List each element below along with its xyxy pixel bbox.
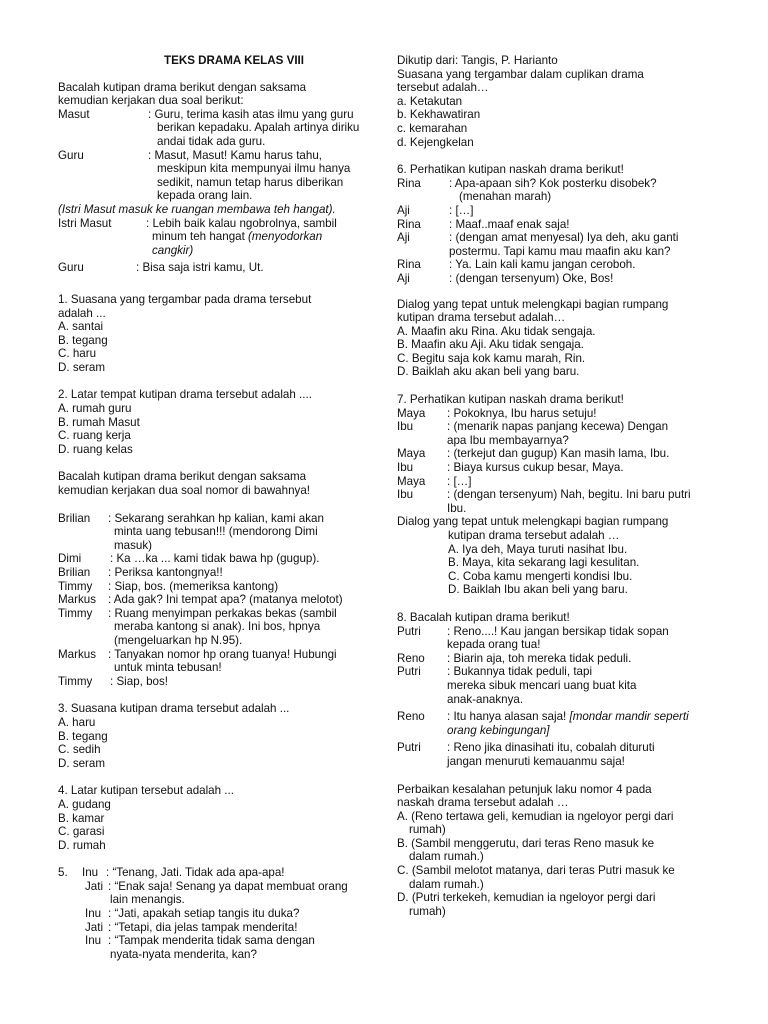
dialog-text: : “Jati, apakah setiap tangis itu duka?: [108, 907, 300, 921]
option[interactable]: C. Coba kamu mengerti kondisi Ibu.: [448, 569, 633, 583]
dialog-text: nyata-nyata menderita, kan?: [110, 947, 257, 961]
dialog-line: [397, 665, 717, 706]
speaker: Timmy: [58, 674, 93, 688]
dialog-text: : Reno....! Kau jangan bersikap tidak sopan: [447, 624, 669, 638]
option-text: rumah): [409, 904, 446, 918]
speaker: Guru: [58, 261, 84, 275]
dialog-line: [397, 652, 717, 666]
dialog-line: [58, 566, 370, 580]
speaker: Ibu: [397, 488, 414, 502]
option[interactable]: a. Ketakutan: [397, 94, 463, 108]
question-stem: 2. Latar tempat kutipan drama tersebut adalah ....: [58, 388, 312, 402]
dialog-text: : Siap, bos. (memeriksa kantong): [108, 579, 279, 593]
option[interactable]: [397, 810, 717, 837]
speaker: Putri: [397, 665, 421, 679]
question-7: [397, 393, 717, 597]
speaker: Inu: [82, 866, 99, 880]
dialog-text: untuk minta tebusan!: [114, 661, 222, 675]
dialog-line: [58, 512, 370, 553]
speaker: Maya: [397, 406, 426, 420]
option[interactable]: C. haru: [58, 347, 97, 361]
dialog-line: [397, 461, 717, 475]
question-stem: tersebut adalah…: [397, 81, 489, 95]
dialog-text: meskipun kita mempunyai ilmu hanya: [157, 162, 351, 176]
dialog-line: [58, 580, 370, 594]
speaker: Rina: [397, 217, 421, 231]
question-stem: kutipan drama tersebut adalah …: [448, 529, 620, 542]
dialog-text: : Biaya kursus cukup besar, Maya.: [447, 461, 624, 475]
speaker: Markus: [58, 593, 97, 607]
option[interactable]: B. Maya, kita sekarang lagi kesulitan.: [448, 556, 640, 570]
dialog-line: [58, 921, 370, 935]
stage-direction: cangkir): [152, 243, 194, 257]
dialog-text: apa Ibu membayarnya?: [447, 433, 569, 447]
option[interactable]: C. sedih: [58, 743, 101, 757]
dialog-text: Ibu.: [447, 501, 467, 515]
speaker: Brilian: [58, 511, 91, 525]
dialog-text: : “Enak saja! Senang ya dapat membuat orang: [108, 879, 348, 893]
option-text: dalam rumah.): [409, 877, 484, 891]
option[interactable]: B. kamar: [58, 811, 105, 825]
dialog-text: [447, 710, 717, 724]
dialog-line: [397, 258, 717, 272]
dialog-line: [58, 261, 370, 275]
dialog-line: [397, 204, 717, 218]
dialog-text: kepada orang lain.: [157, 189, 253, 203]
speaker: Reno: [397, 710, 425, 724]
dialog-line: [397, 447, 717, 461]
option[interactable]: C. ruang kerja: [58, 429, 131, 443]
drama-2: [58, 512, 370, 689]
option[interactable]: b. Kekhawatiran: [397, 108, 481, 122]
dialog-text: : Periksa kantongnya!!: [108, 566, 223, 579]
dialog-line: [397, 218, 717, 232]
dialog-text: : Guru, terima kasih atas ilmu yang guru: [148, 107, 354, 121]
dialog-line: [397, 231, 717, 258]
dialog-text: : […]: [449, 203, 474, 217]
speaker: Rina: [397, 258, 421, 272]
dialog-line: [397, 475, 717, 489]
option[interactable]: [397, 837, 717, 864]
intro-line: kemudian kerjakan dua soal berikut:: [58, 94, 244, 108]
speaker: Timmy: [58, 579, 93, 593]
dialog-text: : Tanyakan nomor hp orang tuanya! Hubungi: [108, 647, 337, 661]
question-stem: 1. Suasana yang tergambar pada drama tersebut: [58, 292, 312, 306]
dialog-text: : Ka …ka ... kami tidak bawa hp (gugup).: [110, 552, 320, 566]
dialog-text: : (menarik napas panjang kecewa) Dengan: [447, 420, 669, 434]
dialog-line: [58, 934, 370, 948]
source-citation: Dikutip dari: Tangis, P. Harianto: [397, 54, 558, 67]
dialog-text: : Siap, bos!: [110, 674, 169, 688]
option[interactable]: D. rumah: [58, 838, 106, 852]
speaker: Maya: [397, 447, 426, 461]
speaker: Putri: [397, 741, 421, 755]
speaker: Markus: [58, 647, 97, 661]
dialog-line: [397, 407, 717, 421]
dialog-text: : Sekarang serahkan hp kalian, kami akan: [108, 511, 324, 525]
option-text: C. (Sambil melotot matanya, dari teras Putri masuk ke: [397, 864, 675, 878]
dialog-text: : Bisa saja istri kamu, Ut.: [136, 261, 264, 275]
dialog-line: [397, 420, 717, 447]
option[interactable]: A. Maafin aku Rina. Aku tidak sengaja.: [397, 324, 596, 338]
speaker: Rina: [397, 176, 421, 190]
dialog-text: mereka sibuk mencari uang buat kita: [447, 678, 637, 692]
dialog-text: : “Tampak menderita tidak sama dengan: [108, 934, 315, 948]
right-column: [397, 54, 717, 918]
question-5-dialog: [58, 866, 370, 961]
question-1: [58, 293, 370, 375]
option[interactable]: D. Baiklah Ibu akan beli yang baru.: [448, 583, 628, 597]
dialog-line: [58, 217, 370, 258]
intro-line: Bacalah kutipan drama berikut dengan saksama: [58, 470, 307, 484]
option-text: rumah): [409, 823, 446, 837]
option[interactable]: D. ruang kelas: [58, 442, 133, 456]
speaker: Aji: [397, 271, 410, 285]
dialog-text: : “Tetapi, dia jelas tampak menderita!: [108, 920, 298, 934]
option[interactable]: C. Begitu saja kok kamu marah, Rin.: [397, 351, 586, 365]
option-text: A. (Reno tertawa geli, kemudian ia ngeloyor pergi dari: [397, 809, 674, 823]
left-column: [58, 54, 370, 961]
dialog-line: [397, 741, 717, 768]
dialog-text: [146, 230, 370, 244]
question-stem: Dialog yang tepat untuk melengkapi bagian rumpang: [397, 297, 669, 311]
dialog-text: : (dengan tersenyum) Nah, begitu. Ini baru putri: [447, 488, 691, 502]
speaker: Guru: [58, 148, 84, 162]
dialog-text-part: minum teh hangat: [152, 230, 249, 244]
question-stem: kutipan drama tersebut adalah…: [397, 311, 566, 325]
question-number: 5.: [58, 866, 68, 880]
speaker: Aji: [397, 231, 410, 245]
option[interactable]: A. rumah guru: [58, 402, 132, 416]
question-2: [58, 388, 370, 456]
option[interactable]: B. tegang: [58, 729, 108, 743]
option-text: dalam rumah.): [409, 850, 484, 864]
speaker: Istri Masut: [58, 216, 112, 230]
question-stem: Dialog yang tepat untuk melengkapi bagian rumpang: [397, 515, 669, 529]
question-stem: Perbaikan kesalahan petunjuk laku nomor 4 pada: [397, 782, 652, 796]
question-stem: 4. Latar kutipan tersebut adalah ...: [58, 784, 234, 798]
dialog-text: andai tidak ada guru.: [157, 134, 266, 148]
dialog-text: : (terkejut dan gugup) Kan masih lama, Ibu.: [447, 447, 670, 461]
dialog-text: meraba kantong si anak). Ini bos, hpnya: [114, 620, 321, 634]
speaker: Dimi: [58, 552, 82, 566]
dialog-text: anak-anaknya.: [447, 692, 524, 706]
dialog-text: : Reno jika dinasihati itu, cobalah dituruti: [447, 741, 655, 755]
dialog-text: postermu. Tapi kamu mau maafin aku kan?: [449, 244, 671, 258]
question-stem: 8. Bacalah kutipan drama berikut!: [397, 610, 570, 624]
dialog-text: jangan menuruti kemauanmu saja!: [447, 754, 625, 768]
question-3: [58, 702, 370, 770]
dialog-text: : “Tenang, Jati. Tidak ada apa-apa!: [106, 866, 285, 880]
dialog-text: : Biarin aja, toh mereka tidak peduli.: [447, 651, 632, 665]
dialog-line: [397, 177, 717, 204]
dialog-text: : Maaf..maaf enak saja!: [449, 217, 570, 231]
dialog-text: kepada orang tua!: [447, 638, 541, 652]
dialog-line: [58, 593, 370, 607]
question-6: [397, 163, 717, 379]
speaker: Putri: [397, 624, 421, 638]
question-stem: Suasana yang tergambar dalam cuplikan drama: [397, 67, 644, 81]
question-8: [397, 611, 717, 918]
option[interactable]: D. Baiklah aku akan beli yang baru.: [397, 365, 580, 379]
dialog-line: [58, 552, 370, 566]
option[interactable]: A. santai: [58, 320, 104, 334]
speaker: Jati: [85, 920, 104, 934]
dialog-line: [397, 625, 717, 652]
dialog-text: (mengeluarkan hp N.95).: [114, 633, 243, 647]
dialog-text: : (dengan tersenyum) Oke, Bos!: [449, 271, 614, 285]
option[interactable]: A. gudang: [58, 797, 111, 811]
question-stem: 6. Perhatikan kutipan naskah drama berikut!: [397, 163, 624, 177]
question-stem: 3. Suasana kutipan drama tersebut adalah ...: [58, 702, 290, 716]
dialog-text: : Ruang menyimpan perkakas bekas (sambil: [108, 606, 337, 620]
stage-direction: [mondar mandir seperti: [569, 710, 689, 724]
question-stem: 7. Perhatikan kutipan naskah drama berikut!: [397, 393, 624, 407]
speaker: Jati: [85, 879, 104, 893]
option[interactable]: c. kemarahan: [397, 121, 468, 135]
speaker: Ibu: [397, 461, 414, 475]
dialog-text: : Pokoknya, Ibu harus setuju!: [447, 406, 597, 420]
dialog-text: masuk): [114, 538, 153, 552]
option[interactable]: B. Maafin aku Aji. Aku tidak sengaja.: [397, 338, 584, 352]
stage-direction: (menahan marah): [459, 190, 552, 204]
speaker: Inu: [85, 907, 102, 921]
dialog-line: [58, 607, 370, 648]
dialog-text: : Ya. Lain kali kamu jangan ceroboh.: [449, 258, 636, 272]
speaker: Ibu: [397, 420, 414, 434]
dialog-text: lain menangis.: [110, 893, 185, 907]
dialog-text: : Apa-apaan sih? Kok posterku disobek?: [449, 176, 657, 190]
page-title: TEKS DRAMA KELAS VIII: [164, 54, 304, 67]
stage-direction: (Istri Masut masuk ke ruangan membawa teh hangat).: [58, 202, 336, 216]
speaker: Aji: [397, 203, 410, 217]
question-stem: naskah drama tersebut adalah …: [397, 796, 569, 810]
option[interactable]: A. Iya deh, Maya turuti nasihat Ibu.: [448, 542, 628, 556]
dialog-text: : Masut, Masut! Kamu harus tahu,: [148, 148, 322, 162]
option[interactable]: d. Kejengkelan: [397, 135, 474, 149]
dialog-text: berikan kepadaku. Apalah artinya diriku: [157, 121, 360, 135]
question-4: [58, 784, 370, 852]
option[interactable]: [397, 864, 717, 891]
option[interactable]: D. seram: [58, 756, 106, 770]
option[interactable]: A. haru: [58, 715, 96, 729]
question-stem: adalah ...: [58, 306, 106, 320]
stage-direction: orang kebingungan]: [447, 723, 550, 737]
dialog-text: : (dengan amat menyesal) Iya deh, aku ganti: [449, 231, 679, 245]
dialog-line: [58, 880, 370, 894]
dialog-text: : Bukannya tidak peduli, tapi: [447, 665, 593, 679]
dialog-line: [397, 272, 717, 286]
dialog-line: [397, 488, 717, 515]
speaker: Inu: [85, 934, 102, 948]
dialog-line: [58, 648, 370, 675]
speaker: Brilian: [58, 566, 91, 579]
dialog-text: sedikit, namun tetap harus diberikan: [157, 175, 344, 189]
dialog-text: : Lebih baik kalau ngobrolnya, sambil: [146, 216, 337, 230]
dialog-text: minta uang tebusan!!! (mendorong Dimi: [114, 525, 318, 539]
speaker: Maya: [397, 474, 426, 488]
dialog-line: [58, 108, 370, 149]
dialog-text-part: : Itu hanya alasan saja!: [447, 710, 570, 724]
intro-line: kemudian kerjakan dua soal nomor di bawahnya!: [58, 484, 310, 498]
option[interactable]: B. tegang: [58, 333, 108, 347]
option-text: B. (Sambil menggerutu, dari teras Reno masuk ke: [397, 836, 655, 850]
dialog-line: [397, 710, 717, 737]
option[interactable]: C. garasi: [58, 825, 105, 839]
option[interactable]: D. seram: [58, 360, 106, 374]
dialog-line: [58, 149, 370, 203]
dialog-text: : Ada gak? Ini tempat apa? (matanya melotot): [108, 593, 343, 607]
speaker: Timmy: [58, 606, 93, 620]
dialog-line: [58, 675, 370, 689]
dialog-line: [58, 866, 370, 880]
speaker: Reno: [397, 651, 425, 665]
intro-line: Bacalah kutipan drama berikut dengan saksama: [58, 80, 307, 94]
option-text: D. (Putri terkekeh, kemudian ia ngeloyor pergi dari: [397, 891, 656, 905]
dialog-text: : […]: [447, 474, 472, 488]
stage-direction: (menyodorkan: [248, 230, 323, 244]
speaker: Masut: [58, 107, 90, 121]
option[interactable]: [397, 891, 717, 918]
option[interactable]: B. rumah Masut: [58, 415, 140, 429]
dialog-line: [58, 907, 370, 921]
